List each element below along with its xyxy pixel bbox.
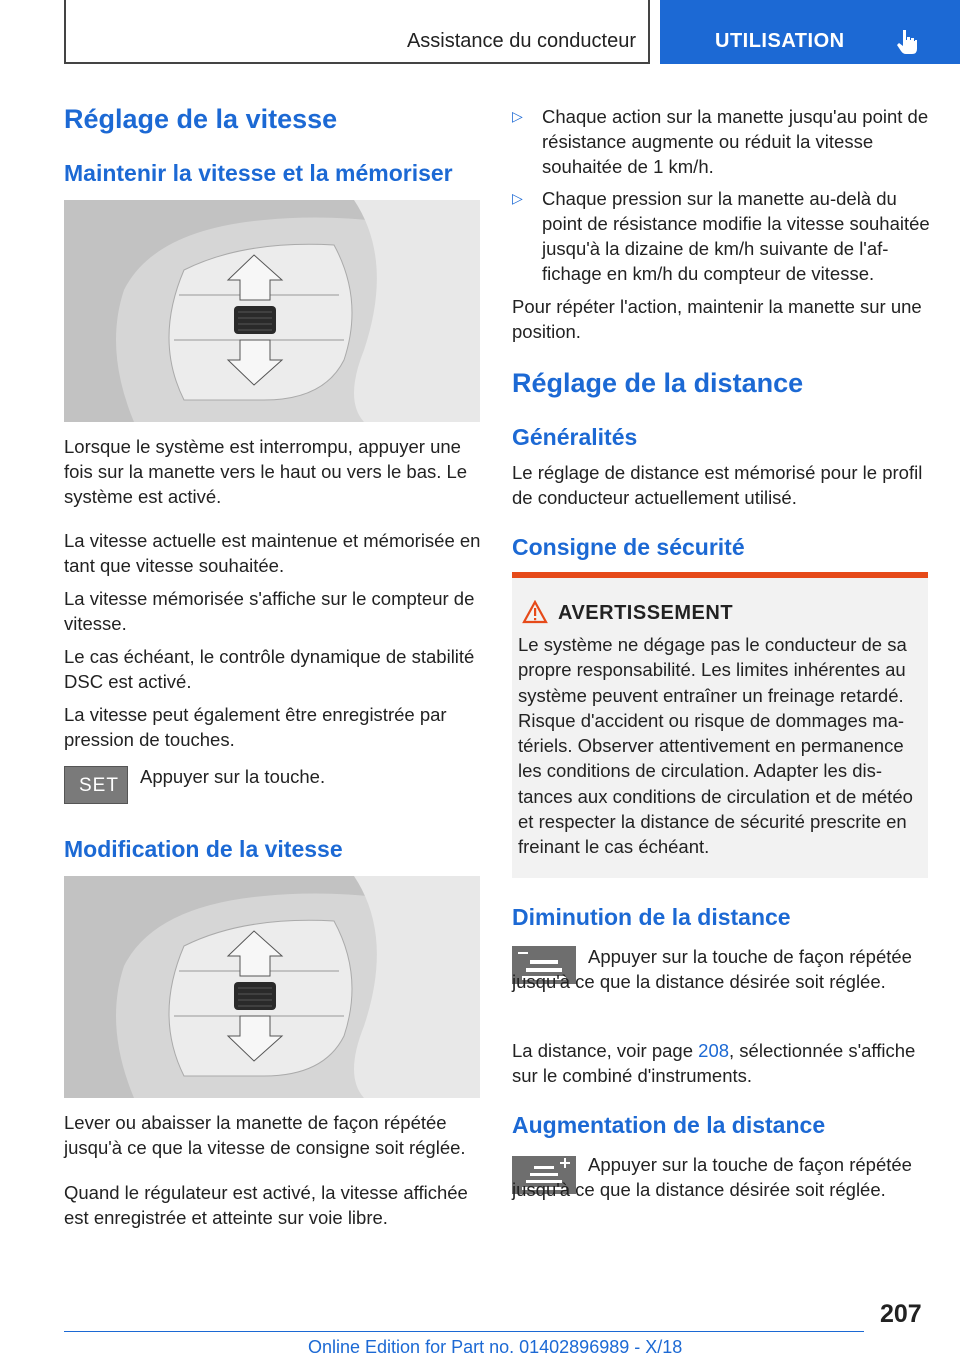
- heading-decrease-distance: Diminution de la distance: [512, 904, 791, 930]
- warning-title: AVERTISSEMENT: [558, 602, 734, 624]
- set-key-icon: [64, 766, 128, 804]
- para-current-speed: La vitesse actuelle est maintenue et mémorisée en tant que vitesse souhaitée.: [64, 530, 481, 576]
- heading-modify-speed: Modification de la vitesse: [64, 836, 343, 862]
- para-dsc: Le cas échéant, le contrôle dynamique de stabilité DSC est activé.: [64, 646, 475, 692]
- heading-safety: Consigne de sécurité: [512, 534, 745, 560]
- set-key-label: SET: [79, 775, 119, 796]
- heading-distance-setting: Réglage de la distance: [512, 368, 804, 398]
- warning-box: [512, 572, 928, 878]
- para-interrupted: Lorsque le système est interrompu, appuyer une fois sur la manette vers le haut ou vers le bas. Le système est activé.: [64, 436, 468, 507]
- para-distance-display: [512, 1038, 930, 1088]
- heading-increase-distance: Augmentation de la distance: [512, 1112, 826, 1138]
- page-number: 207: [880, 1300, 922, 1328]
- triangle-bullet-icon: ▷: [512, 108, 523, 124]
- para-increase: Appuyer sur la touche de façon répétée jusqu'à ce que la distance désirée soit réglée.: [512, 1154, 912, 1200]
- steering-wheel-control-image-2: [64, 876, 480, 1098]
- header-chapter-title: UTILISATION: [715, 30, 845, 52]
- bullet-item-beyond: [512, 186, 932, 286]
- bullet-item-resistance: [512, 104, 932, 180]
- footer-divider: [64, 1331, 864, 1332]
- para-lever: Lever ou abaisser la manette de façon répétée jusqu'à ce que la vitesse de consigne soit réglée.: [64, 1112, 466, 1158]
- bullet-text: Chaque pression sur la manette au-delà du point de résistance modifie la vitesse souhaitée jusqu'à la dizaine de km/h suivante de l'affichage en km/h du compteur de vitesse.: [542, 188, 930, 284]
- bullet-text: Chaque action sur la manette jusqu'au point de résistance augmente ou réduit la vitesse souhaitée de 1 km/h.: [542, 106, 929, 177]
- para-distance-text-b: , sélectionnée s'affiche sur le combiné d'instruments.: [512, 1040, 916, 1086]
- para-press-key: Appuyer sur la touche.: [140, 766, 326, 787]
- heading-general: Généralités: [512, 424, 638, 450]
- hand-pointer-icon: [896, 28, 918, 54]
- warning-triangle-icon: [522, 600, 548, 624]
- header-section-title: Assistance du conducteur: [406, 30, 636, 52]
- header-chapter-tab: [660, 0, 960, 64]
- para-decrease: Appuyer sur la touche de façon répétée jusqu'à ce que la distance désirée soit réglée.: [512, 946, 912, 992]
- para-distance-text-a: La distance, voir page: [512, 1040, 699, 1061]
- heading-maintain-speed: Maintenir la vitesse et la mémoriser: [64, 160, 453, 186]
- steering-wheel-control-image: [64, 200, 480, 422]
- page-208-link[interactable]: 208: [698, 1040, 730, 1061]
- para-repeat: Pour répéter l'action, maintenir la manette sur une position.: [512, 296, 922, 342]
- header-section-box: [64, 0, 650, 64]
- para-active: Quand le régulateur est activé, la vitesse affichée est enregistrée et atteinte sur voie libre.: [64, 1182, 468, 1228]
- para-speedometer: La vitesse mémorisée s'affiche sur le compteur de vitesse.: [64, 588, 475, 634]
- warning-text: Le système ne dégage pas le conducteur de sa propre responsabilité. Les limites inhérentes au système peuvent entraîner un freinage retardé. Risque d'accident ou risque de dommages matériels. Observer attentivement en permanence les conditions de circulation. Adapter les distances aux conditions de circulation et de météo et respecter la distance de sécurité prescrite en freinant le cas échéant.: [518, 634, 913, 858]
- para-general: Le réglage de distance est mémorisé pour le profil de conducteur actuellement utilisé.: [512, 462, 923, 508]
- heading-speed-setting: Réglage de la vitesse: [64, 104, 338, 134]
- para-buttons: La vitesse peut également être enregistrée par pression de touches.: [64, 704, 447, 750]
- triangle-bullet-icon: ▷: [512, 190, 523, 206]
- footer-edition: Online Edition for Part no. 01402896989 - X/18: [308, 1337, 683, 1357]
